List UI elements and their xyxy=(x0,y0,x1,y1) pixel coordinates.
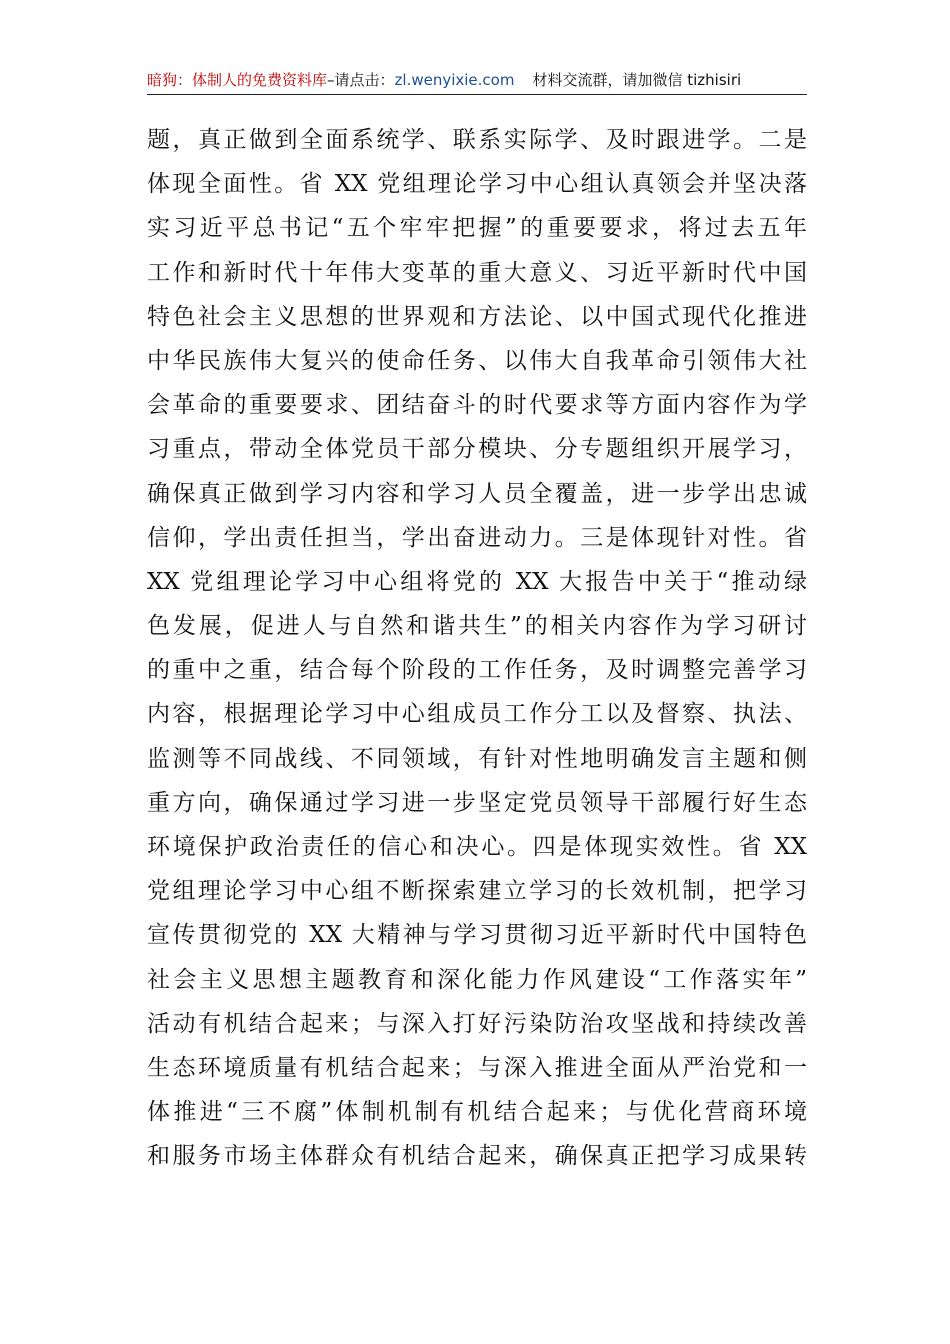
document-body xyxy=(147,118,807,1179)
body-line: 习重点，带动全体党员干部分模块、分专题组织开展学习， xyxy=(147,436,807,463)
body-line: 题，真正做到全面系统学、联系实际学、及时跟进学。二是 xyxy=(147,127,807,153)
body-line: 社会主义思想主题教育和深化能力作风建设“工作落实年” xyxy=(147,966,807,993)
page-header xyxy=(147,66,807,95)
body-line: 环境保护政治责任的信心和决心。四是体现实效性。省 XX xyxy=(147,834,807,860)
body-line: 监测等不同战线、不同领域，有针对性地明确发言主题和侧 xyxy=(147,745,807,772)
body-line: 工作和新时代十年伟大变革的重大意义、习近平新时代中国 xyxy=(147,259,807,286)
body-line: 信仰，学出责任担当，学出奋进动力。三是体现针对性。省 xyxy=(147,524,807,551)
header-prompt: –请点击： xyxy=(327,71,395,89)
body-line: 确保真正做到学习内容和学习人员全覆盖，进一步学出忠诚 xyxy=(147,480,807,507)
body-line: 中华民族伟大复兴的使命任务、以伟大自我革命引领伟大社 xyxy=(147,347,807,374)
body-line: 生态环境质量有机结合起来；与深入推进全面从严治党和一 xyxy=(147,1054,807,1081)
header-contact: 材料交流群，请加微信 tizhisiri xyxy=(532,71,742,89)
body-line: 内容，根据理论学习中心组成员工作分工以及督察、执法、 xyxy=(147,701,807,728)
body-line: 体推进“三不腐”体制机制有机结合起来；与优化营商环境 xyxy=(147,1099,807,1126)
body-line: 色发展，促进人与自然和谐共生”的相关内容作为学习研讨 xyxy=(147,613,807,640)
body-line: XX 党组理论学习中心组将党的 XX 大报告中关于“推动绿 xyxy=(147,568,807,595)
body-line: 和服务市场主体群众有机结合起来，确保真正把学习成果转 xyxy=(147,1143,807,1170)
body-line: 宣传贯彻党的 XX 大精神与学习贯彻习近平新时代中国特色 xyxy=(147,922,807,949)
body-line: 特色社会主义思想的世界观和方法论、以中国式现代化推进 xyxy=(147,303,807,330)
body-line: 党组理论学习中心组不断探索建立学习的长效机制，把学习 xyxy=(147,878,807,905)
header-brand: 暗狗：体制人的免费资料库 xyxy=(147,71,328,89)
body-line: 实习近平总书记“五个牢牢把握”的重要要求，将过去五年 xyxy=(147,215,807,242)
body-line: 重方向，确保通过学习进一步坚定党员领导干部履行好生态 xyxy=(147,789,807,816)
header-url-link[interactable]: zl.wenyixie.com xyxy=(394,71,515,89)
body-line: 会革命的重要要求、团结奋斗的时代要求等方面内容作为学 xyxy=(147,392,807,419)
body-line: 体现全面性。省 XX 党组理论学习中心组认真领会并坚决落 xyxy=(147,171,807,198)
body-line: 的重中之重，结合每个阶段的工作任务，及时调整完善学习 xyxy=(147,657,807,684)
body-line: 活动有机结合起来；与深入打好污染防治攻坚战和持续改善 xyxy=(147,1010,807,1037)
